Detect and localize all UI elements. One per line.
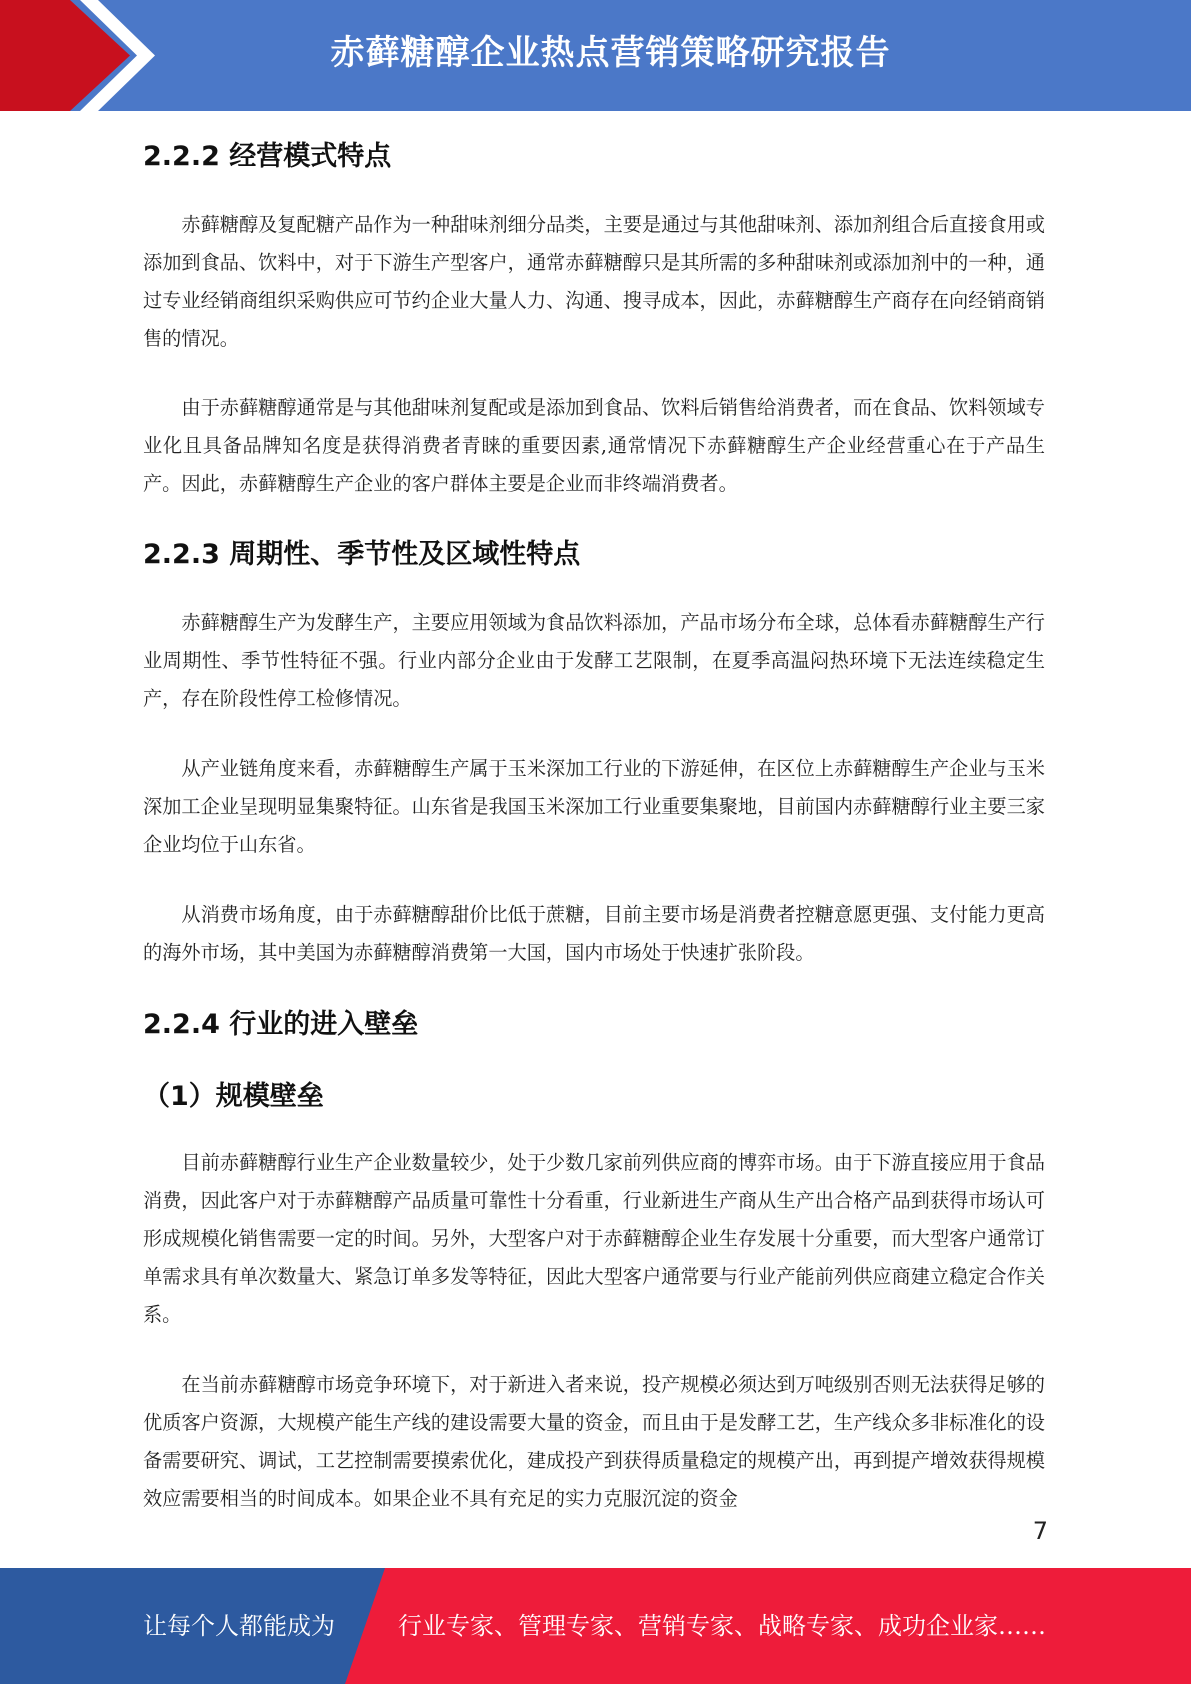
paragraph: 赤藓糖醇及复配糖产品作为一种甜味剂细分品类，主要是通过与其他甜味剂、添加剂组合后直接食用或添加到食品、饮料中，对于下游生产型客户，通常赤藓糖醇只是其所需的多种甜味剂或添加剂中的一种，通过专业经销商组织采购供应可节约企业大量人力、沟通、搜寻成本，因此，赤藓糖醇生产商存在向经销商销售的情况。 <box>143 213 1045 350</box>
footer-slogan-right: 行业专家、管理专家、营销专家、战略专家、成功企业家…… <box>398 1612 1046 1640</box>
footer-slogan-left: 让每个人都能成为 <box>143 1612 335 1640</box>
paragraph: 由于赤藓糖醇通常是与其他甜味剂复配或是添加到食品、饮料后销售给消费者，而在食品、饮料领域专业化且具备品牌知名度是获得消费者青睐的重要因素,通常情况下赤藓糖醇生产企业经营重心在于产品生产。因此，赤藓糖醇生产企业的客户群体主要是企业而非终端消费者。 <box>143 396 1045 495</box>
page-footer <box>0 1568 1191 1684</box>
page-header <box>0 0 1191 111</box>
section-heading-2-2-2: 2.2.2 经营模式特点 <box>143 141 392 172</box>
paragraph: 目前赤藓糖醇行业生产企业数量较少，处于少数几家前列供应商的博弈市场。由于下游直接应用于食品消费，因此客户对于赤藓糖醇产品质量可靠性十分看重，行业新进生产商从生产出合格产品到获得市场认可形成规模化销售需要一定的时间。另外，大型客户对于赤藓糖醇企业生存发展十分重要，而大型客户通常订单需求具有单次数量大、紧急订单多发等特征，因此大型客户通常要与行业产能前列供应商建立稳定合作关系。 <box>143 1151 1045 1326</box>
subsection-heading-scale-barrier: （1）规模壁垒 <box>143 1081 324 1112</box>
report-title: 赤藓糖醇企业热点营销策略研究报告 <box>330 33 891 73</box>
paragraph: 赤藓糖醇生产为发酵生产，主要应用领域为食品饮料添加，产品市场分布全球，总体看赤藓糖醇生产行业周期性、季节性特征不强。行业内部分企业由于发酵工艺限制，在夏季高温闷热环境下无法连续稳定生产，存在阶段性停工检修情况。 <box>143 611 1045 710</box>
section-heading-2-2-3: 2.2.3 周期性、季节性及区域性特点 <box>143 539 581 570</box>
page-number: 7 <box>1032 1517 1048 1545</box>
paragraph: 从产业链角度来看，赤藓糖醇生产属于玉米深加工行业的下游延伸，在区位上赤藓糖醇生产企业与玉米深加工企业呈现明显集聚特征。山东省是我国玉米深加工行业重要集聚地，目前国内赤藓糖醇行业主要三家企业均位于山东省。 <box>143 757 1045 856</box>
paragraph: 从消费市场角度，由于赤藓糖醇甜价比低于蔗糖，目前主要市场是消费者控糖意愿更强、支付能力更高的海外市场，其中美国为赤藓糖醇消费第一大国，国内市场处于快速扩张阶段。 <box>143 903 1045 964</box>
section-heading-2-2-4: 2.2.4 行业的进入壁垒 <box>143 1009 419 1040</box>
paragraph: 在当前赤藓糖醇市场竞争环境下，对于新进入者来说，投产规模必须达到万吨级别否则无法获得足够的优质客户资源，大规模产能生产线的建设需要大量的资金，而且由于是发酵工艺，生产线众多非标准化的设备需要研究、调试，工艺控制需要摸索优化，建成投产到获得质量稳定的规模产出，再到提产增效获得规模效应需要相当的时间成本。如果企业不具有充足的实力克服沉淀的资金 <box>143 1373 1045 1510</box>
header-arrow-decoration <box>0 0 160 111</box>
